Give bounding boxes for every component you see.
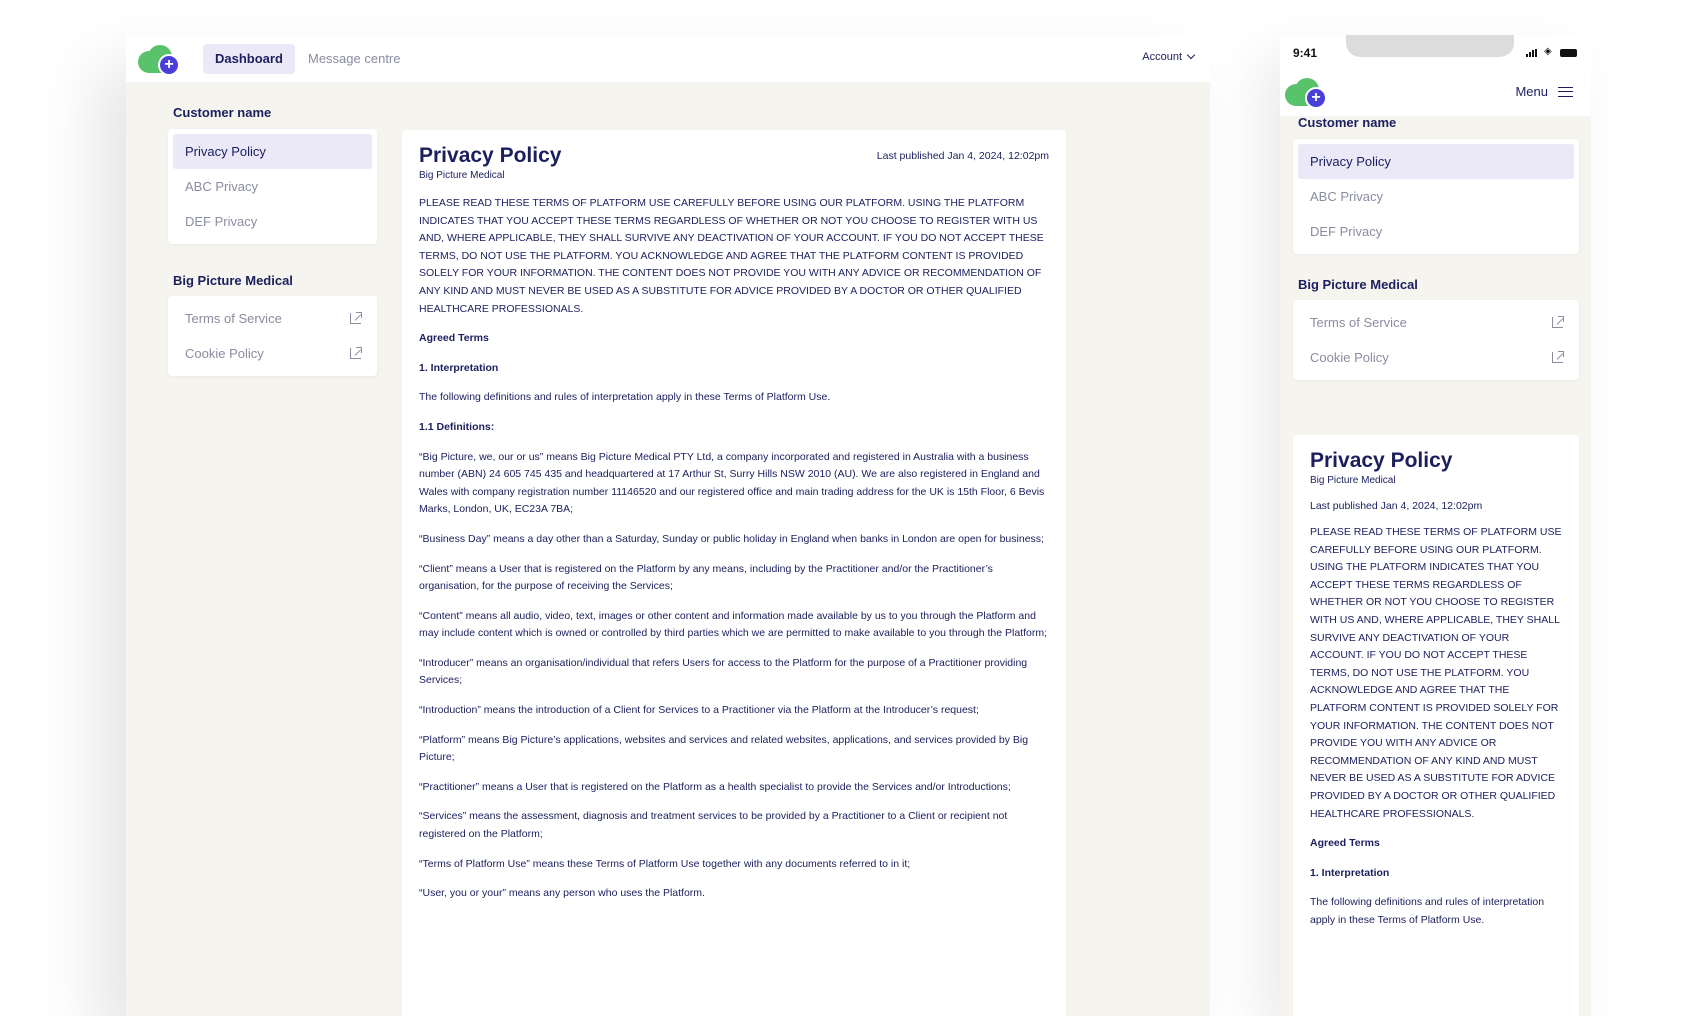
status-time: 9:41 — [1293, 46, 1318, 60]
policy-paragraph: “Introducer” means an organisation/individual that refers Users for access to the Platform for the purpose of a Practitioner providing Services; — [419, 656, 1028, 687]
cloud-plus-logo[interactable]: + — [1285, 78, 1329, 106]
external-link-icon — [1552, 317, 1563, 328]
policy-paragraph: “Practitioner” means a User that is registered on the Platform as a health specialist to provide the Services and/or Introductions; — [419, 780, 1011, 793]
page-title: Privacy Policy — [419, 144, 562, 167]
nav-item-def-privacy[interactable]: DEF Privacy — [185, 214, 258, 229]
nav-item-label: Cookie Policy — [185, 346, 264, 361]
tab-dashboard[interactable]: Dashboard — [203, 44, 295, 74]
nav-item-cookie-policy[interactable] — [1298, 340, 1574, 375]
policy-heading: 1.1 Definitions: — [419, 420, 495, 433]
nav-item-terms-of-service[interactable] — [1298, 305, 1574, 340]
mobile-view — [1280, 35, 1591, 1016]
published-date: Last published Jan 4, 2024, 12:02pm — [876, 150, 1049, 162]
policy-paragraph: “Client” means a User that is registered on the Platform by any means, including by the Practitioner and/or the Practitioner’s organisation, for the purpose of receiving the Services; — [419, 562, 993, 593]
mobile-header — [1280, 71, 1591, 116]
battery-icon — [1560, 49, 1577, 57]
menu-label: Menu — [1515, 84, 1548, 99]
nav-item-privacy-policy[interactable]: Privacy Policy — [173, 134, 372, 169]
nav-item-label: Terms of Service — [1310, 315, 1407, 330]
company-section-title: Big Picture Medical — [173, 273, 293, 288]
account-label: Account — [1142, 51, 1182, 63]
policy-paragraph: “User, you or your” means any person who uses the Platform. — [419, 887, 705, 900]
signal-icon — [1526, 49, 1540, 57]
external-link-icon — [350, 313, 361, 324]
device-notch — [1346, 35, 1514, 57]
customer-nav-card — [1293, 139, 1579, 254]
external-link-icon — [350, 348, 361, 359]
policy-heading: Agreed Terms — [1310, 837, 1380, 850]
page-subtitle: Big Picture Medical — [419, 170, 505, 181]
policy-document — [402, 130, 1066, 1016]
customer-section-title: Customer name — [1298, 115, 1397, 130]
nav-item-abc-privacy[interactable]: ABC Privacy — [1310, 189, 1383, 204]
nav-item-privacy-policy[interactable]: Privacy Policy — [1298, 144, 1574, 179]
account-menu[interactable] — [1142, 51, 1194, 63]
policy-paragraph: “Business Day” means a day other than a Saturday, Sunday or public holiday in England when banks in London are open for business; — [419, 532, 1044, 545]
page-subtitle: Big Picture Medical — [1310, 475, 1396, 486]
company-section-title: Big Picture Medical — [1298, 277, 1418, 292]
policy-heading: Agreed Terms — [419, 332, 489, 345]
top-nav — [126, 35, 1210, 82]
nav-item-def-privacy[interactable]: DEF Privacy — [1310, 224, 1383, 239]
policy-paragraph: “Services” means the assessment, diagnosis and treatment services to be provided by a Practitioner to a Client or recipient not registered on the Platform; — [419, 810, 1008, 841]
policy-paragraph: “Platform” means Big Picture’s applications, websites and services and related websites, applications, and services provided by Big Picture; — [419, 733, 1029, 764]
company-nav-card — [1293, 300, 1579, 380]
cloud-plus-logo[interactable]: + — [138, 45, 182, 73]
wifi-icon: ◈ — [1544, 46, 1552, 57]
policy-heading: 1. Interpretation — [419, 361, 499, 374]
desktop-view — [126, 35, 1210, 1016]
external-link-icon — [1552, 352, 1563, 363]
policy-paragraph: “Big Picture, we, our or us” means Big Picture Medical PTY Ltd, a company incorporated and registered in Australia with a business number (ABN) 24 605 745 435 and headquartered at 17 Arthur St, Surry Hills NSW 2010 (AU). We are also registered in England and Wales with company registration number 11146520 and our registered office and main trading address for the UK is 15th Floor, 6 Bevis Marks, London, UK, EC23A 7BA; — [419, 450, 1045, 516]
policy-heading: 1. Interpretation — [1310, 866, 1390, 879]
nav-item-cookie-policy[interactable] — [173, 336, 372, 371]
page-title: Privacy Policy — [1310, 449, 1453, 472]
nav-item-terms-of-service[interactable] — [173, 301, 372, 336]
hamburger-icon — [1558, 87, 1573, 97]
policy-paragraph: PLEASE READ THESE TERMS OF PLATFORM USE CAREFULLY BEFORE USING OUR PLATFORM. USING THE PLATFORM INDICATES THAT YOU ACCEPT THESE TERMS REGARDLESS OF WHETHER OR NOT YOU CHOOSE TO REGISTER WITH US AND, WHERE APPLICABLE, THEY SHALL SURVIVE ANY DEACTIVATION OF YOUR ACCOUNT. IF YOU DO NOT ACCEPT THESE TERMS, DO NOT USE THE PLATFORM. YOU ACKNOWLEDGE AND AGREE THAT THE PLATFORM CONTENT IS PROVIDED SOLELY FOR YOUR INFORMATION. THE CONTENT DOES NOT PROVIDE YOU WITH ANY ADVICE OR RECOMMENDATION OF ANY KIND AND MUST NEVER BE USED AS A SUBSTITUTE FOR ADVICE PROVIDED BY A DOCTOR OR OTHER QUALIFIED HEALTHCARE PROFESSIONALS. — [419, 197, 1044, 315]
policy-paragraph: PLEASE READ THESE TERMS OF PLATFORM USE CAREFULLY BEFORE USING OUR PLATFORM. USING THE PLATFORM INDICATES THAT YOU ACCEPT THESE TERMS REGARDLESS OF WHETHER OR NOT YOU CHOOSE TO REGISTER WITH US AND, WHERE APPLICABLE, THEY SHALL SURVIVE ANY DEACTIVATION OF YOUR ACCOUNT. IF YOU DO NOT ACCEPT THESE TERMS, DO NOT USE THE PLATFORM. YOU ACKNOWLEDGE AND AGREE THAT THE PLATFORM CONTENT IS PROVIDED SOLELY FOR YOUR INFORMATION. THE CONTENT DOES NOT PROVIDE YOU WITH ANY ADVICE OR RECOMMENDATION OF ANY KIND AND MUST NEVER BE USED AS A SUBSTITUTE FOR ADVICE PROVIDED BY A DOCTOR OR OTHER QUALIFIED HEALTHCARE PROFESSIONALS. — [1310, 526, 1562, 820]
policy-document — [1293, 435, 1579, 1016]
policy-paragraph: “Introduction” means the introduction of a Client for Services to a Practitioner via the Platform at the Introducer’s request; — [419, 704, 979, 717]
policy-paragraph: “Terms of Platform Use” means these Terms of Platform Use together with any documents referred to in it; — [419, 857, 911, 870]
menu-button[interactable] — [1515, 84, 1573, 99]
nav-item-label: Terms of Service — [185, 311, 282, 326]
company-nav-card — [168, 296, 377, 376]
published-date: Last published Jan 4, 2024, 12:02pm — [1310, 500, 1483, 512]
customer-nav-card — [168, 129, 377, 244]
customer-section-title: Customer name — [173, 105, 272, 120]
policy-paragraph: The following definitions and rules of interpretation apply in these Terms of Platform Use. — [419, 391, 831, 404]
status-bar — [1280, 35, 1591, 71]
nav-item-label: Cookie Policy — [1310, 350, 1389, 365]
policy-paragraph: “Content” means all audio, video, text, images or other content and information made available by us to you through the Platform and may include content which is owned or controlled by third parties which we are permitted to make available to you through the Platform; — [419, 609, 1047, 640]
tab-message-centre[interactable]: Message centre — [308, 51, 401, 66]
chevron-down-icon — [1187, 51, 1195, 59]
nav-item-abc-privacy[interactable]: ABC Privacy — [185, 179, 258, 194]
policy-paragraph: The following definitions and rules of interpretation apply in these Terms of Platform Use. — [1310, 896, 1545, 926]
